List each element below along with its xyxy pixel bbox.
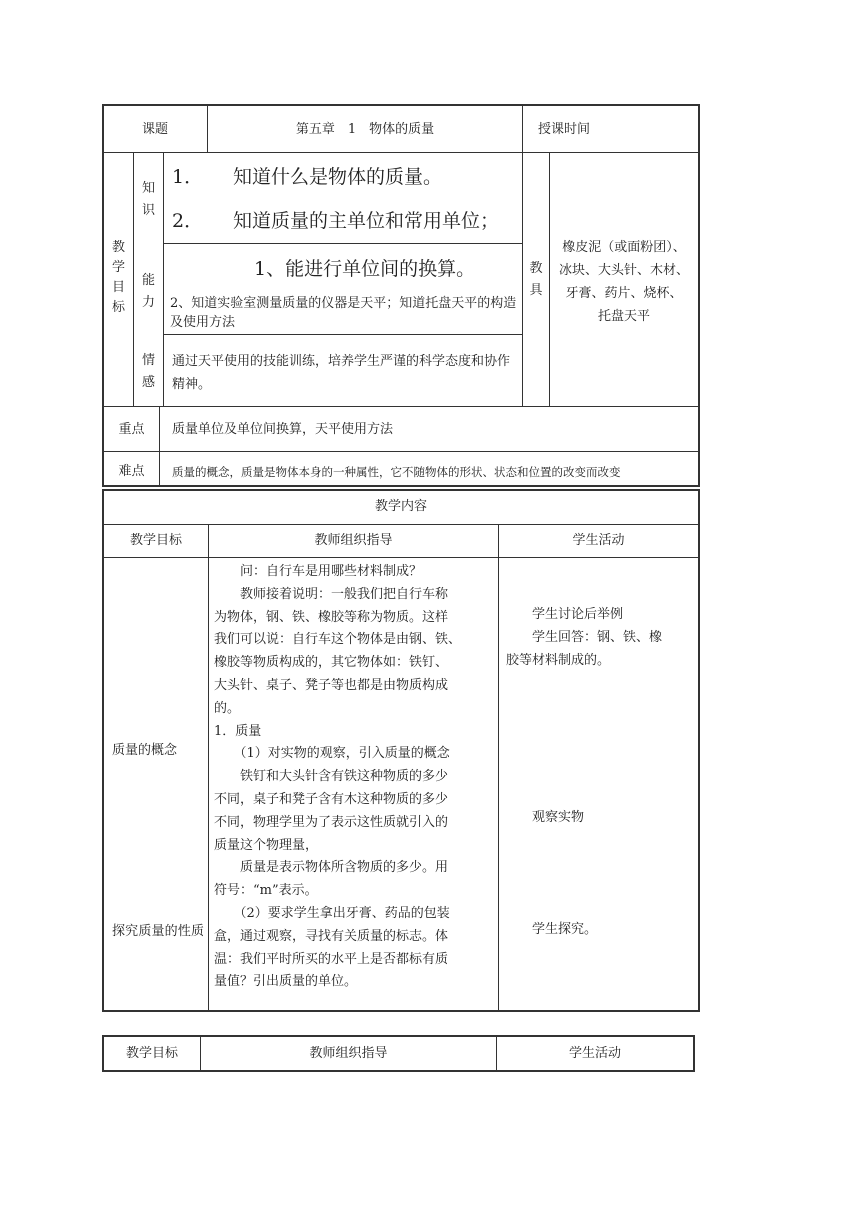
student-observe: 观察实物 [506, 810, 585, 825]
next-header-teacher: 教师组织指导 [309, 1046, 388, 1061]
knowledge-item-1-num: 1． [172, 166, 204, 188]
key-point-label: 重点 [118, 422, 145, 437]
teacher-line: 质量这个物理量， [214, 837, 319, 853]
tools-list: 橡皮泥（或面粉团）、 冰块、大头针、木材、 牙膏、药片、烧杯、 托盘天平 [558, 240, 689, 324]
col-divider [498, 524, 499, 1011]
key-point-text: 质量单位及单位间换算，天平使用方法 [172, 422, 394, 437]
topic-value: 第五章 1 物体的质量 [295, 122, 435, 137]
row-divider [102, 152, 700, 153]
teacher-line: 量值？引出质量的单位。 [214, 974, 358, 990]
knowledge-label: 知 识 [141, 181, 155, 218]
teacher-guidance [214, 561, 496, 994]
row-divider [102, 406, 700, 407]
teacher-line: （1）对实物的观察，引入质量的概念 [214, 746, 450, 762]
ability-line-1: 1、能进行单位间的换算。 [254, 258, 476, 280]
student-answer-line-1: 学生回答：钢、铁、橡 [506, 630, 663, 645]
row-divider [102, 557, 700, 558]
student-discuss: 学生讨论后举例 [506, 607, 624, 622]
goals-label: 教 学 目 标 [111, 240, 125, 315]
teacher-line: 不同，物理学里为了表示这性质就引入的 [214, 814, 449, 830]
difficulty-label: 难点 [118, 464, 145, 479]
next-header-student: 学生活动 [568, 1046, 621, 1061]
col-divider [522, 104, 523, 406]
teacher-line: 教师接着说明：一般我们把自行车称 [214, 586, 449, 602]
knowledge-item-2-num: 2． [172, 210, 204, 232]
teacher-line: 铁钉和大头针含有铁这种物质的多少 [214, 769, 449, 785]
ability-line-2: 2、知道实验室测量质量的仪器是天平；知道托盘天平的构造及使用方法 [170, 296, 517, 330]
teacher-line: 1．质量 [214, 723, 262, 739]
teacher-line: 温：我们平时所买的水平上是否都标有质 [214, 951, 449, 967]
teacher-line: 问：自行车是用哪些材料制成？ [214, 564, 423, 579]
teacher-line: 不同，桌子和凳子含有木这种物质的多少 [214, 791, 449, 807]
col-divider [163, 152, 164, 406]
knowledge-item-1-text: 知道什么是物体的质量。 [233, 166, 443, 188]
col-header-student: 学生活动 [572, 533, 625, 548]
teacher-line: 大头针、桌子、凳子等也都是由物质构成 [214, 677, 449, 693]
ability-label: 能 力 [141, 273, 155, 310]
emotion-text: 通过天平使用的技能训练，培养学生严谨的科学态度和协作精神。 [172, 354, 511, 392]
student-explore: 学生探究。 [506, 922, 598, 937]
goal-mass-concept: 质量的概念 [112, 743, 178, 758]
col-header-goal: 教学目标 [129, 533, 182, 548]
teacher-line: （2）要求学生拿出牙膏、药品的包装 [214, 905, 450, 921]
col-divider [159, 406, 160, 487]
row-divider [102, 524, 700, 525]
content-title: 教学内容 [374, 499, 427, 514]
next-header-goal: 教学目标 [125, 1046, 178, 1061]
teacher-line: 橡胶等物质构成的，其它物体如：铁钉、 [214, 655, 449, 671]
emotion-label: 情 感 [141, 353, 155, 390]
knowledge-item-2-text: 知道质量的主单位和常用单位； [233, 210, 500, 232]
time-label: 授课时间 [538, 122, 591, 137]
col-divider [208, 524, 209, 1011]
row-divider [102, 451, 700, 452]
teacher-line: 的。 [214, 700, 241, 716]
goal-explore-mass: 探究质量的性质 [112, 924, 204, 939]
teacher-line: 盒，通过观察，寻找有关质量的标志。体 [214, 928, 449, 944]
col-header-teacher: 教师组织指导 [314, 533, 393, 548]
difficulty-text: 质量的概念，质量是物体本身的一种属性，它不随物体的形状、状态和位置的改变而改变 [172, 465, 621, 479]
row-divider [163, 334, 522, 335]
teacher-line: 我们可以说：自行车这个物体是由钢、铁、 [214, 632, 462, 648]
teacher-line: 为物体，钢、铁、橡胶等称为物质。这样 [214, 609, 449, 625]
row-divider [163, 243, 522, 244]
teacher-line: 符号：“m”表示。 [214, 883, 318, 899]
student-answer-line-2: 胶等材料制成的。 [506, 653, 611, 668]
tools-label: 教 具 [529, 261, 543, 298]
teacher-line: 质量是表示物体所含物质的多少。用 [214, 860, 449, 876]
topic-label: 课题 [141, 122, 168, 137]
